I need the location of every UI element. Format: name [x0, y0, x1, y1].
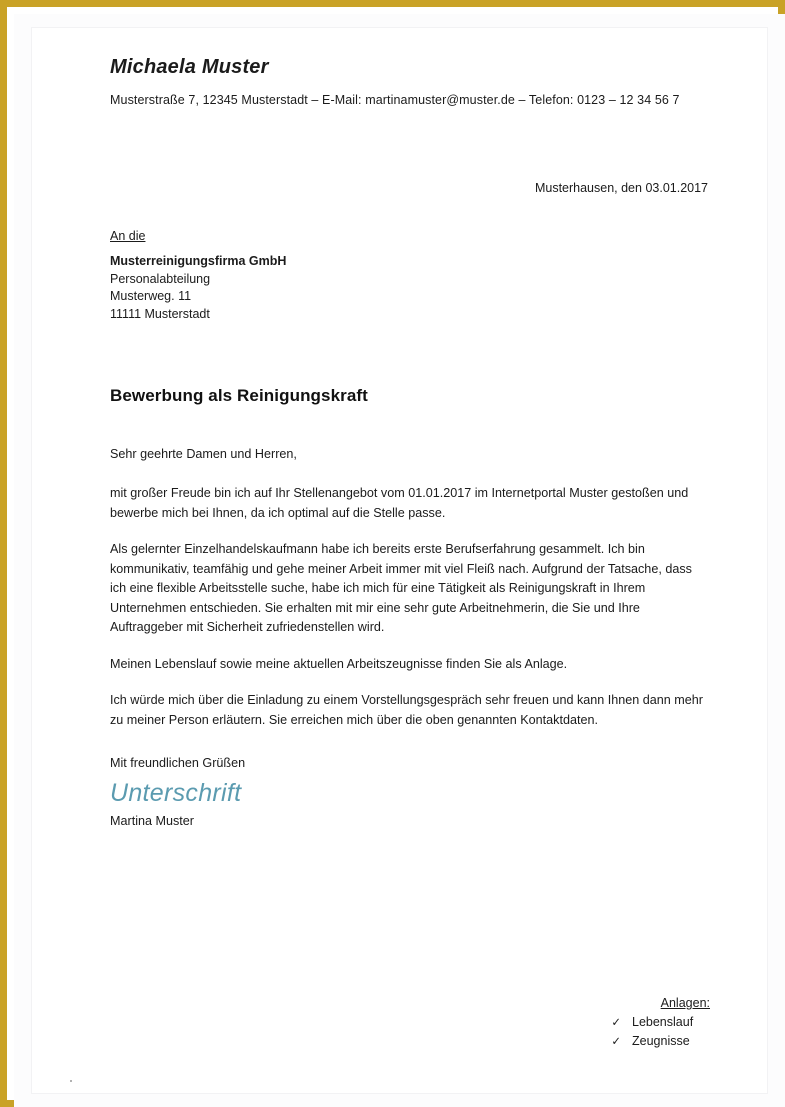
recipient-line-3: 11111 Musterstadt [110, 307, 210, 321]
page-corner-mark [70, 1080, 72, 1082]
recipient-line-1: Personalabteilung [110, 271, 211, 286]
letter-subject: Bewerbung als Reinigungskraft [110, 385, 368, 405]
check-icon: ✓ [611, 1017, 621, 1029]
sender-contact-line: Musterstraße 7, 12345 Musterstadt – E-Mail: martinamuster@muster.de – Telefon: 0123 – 12 34 56 7 [110, 93, 680, 107]
signer-name: Martina Muster [110, 814, 194, 829]
body-paragraph-2: Als gelernter Einzelhandelskaufmann habe ich bereits erste Berufserfahrung gesammelt. Ich bin kommunikativ, teamfähig und gehe meiner Arbeit immer mit viel Fleiß nach. Aufgrund der Tatsache, dass ich eine flexible Arbeitsstelle suche, habe ich mich für eine Tätigkeit als Reinigungskraft in Ihrem Unternehmen entschieden. Sie erhalten mit mir eine sehr gute Arbeitnehmerin, die Sie und Ihre Auftraggeber mit Sicherheit zufriedenstellen wird. [110, 542, 692, 635]
date-line: Musterhausen, den 03.01.2017 [534, 181, 708, 195]
letter-page [32, 28, 767, 1093]
attachment-label-2: Zeugnisse [632, 1033, 690, 1048]
attachment-item [110, 1013, 710, 1032]
body-paragraph-3: Meinen Lebenslauf sowie meine aktuellen Arbeitszeugnisse finden Sie als Anlage. [110, 656, 568, 671]
page-sheet [14, 14, 785, 1107]
recipient-prefix: An die [110, 229, 146, 243]
check-icon: ✓ [611, 1035, 621, 1048]
signature-script: Unterschrift [110, 779, 242, 808]
salutation: Sehr geehrte Damen und Herren, [110, 446, 297, 461]
attachment-item [110, 1032, 710, 1051]
attachments-block [110, 996, 710, 1050]
recipient-line-2: Musterweg. 11 [110, 289, 192, 304]
attachments-title: Anlagen: [660, 996, 710, 1010]
recipient-block [110, 228, 710, 324]
letter-body [110, 445, 710, 731]
body-paragraph-4: Ich würde mich über die Einladung zu einem Vorstellungsgespräch sehr freuen und kann Ihnen dann mehr zu meiner Person erläutern. Sie erreichen mich über die oben genannten Kontaktdaten. [110, 693, 703, 727]
body-paragraph-1: mit großer Freude bin ich auf Ihr Stellenangebot vom 01.01.2017 im Internetportal Muster gestoßen und bewerbe mich bei Ihnen, da ich optimal auf die Stelle passe. [110, 486, 689, 520]
closing-line: Mit freundlichen Grüßen [110, 756, 246, 771]
sender-name: Michaela Muster [110, 56, 269, 78]
recipient-company: Musterreinigungsfirma GmbH [110, 253, 287, 268]
attachment-label-1: Lebenslauf [632, 1015, 694, 1029]
letter-content [110, 56, 710, 828]
